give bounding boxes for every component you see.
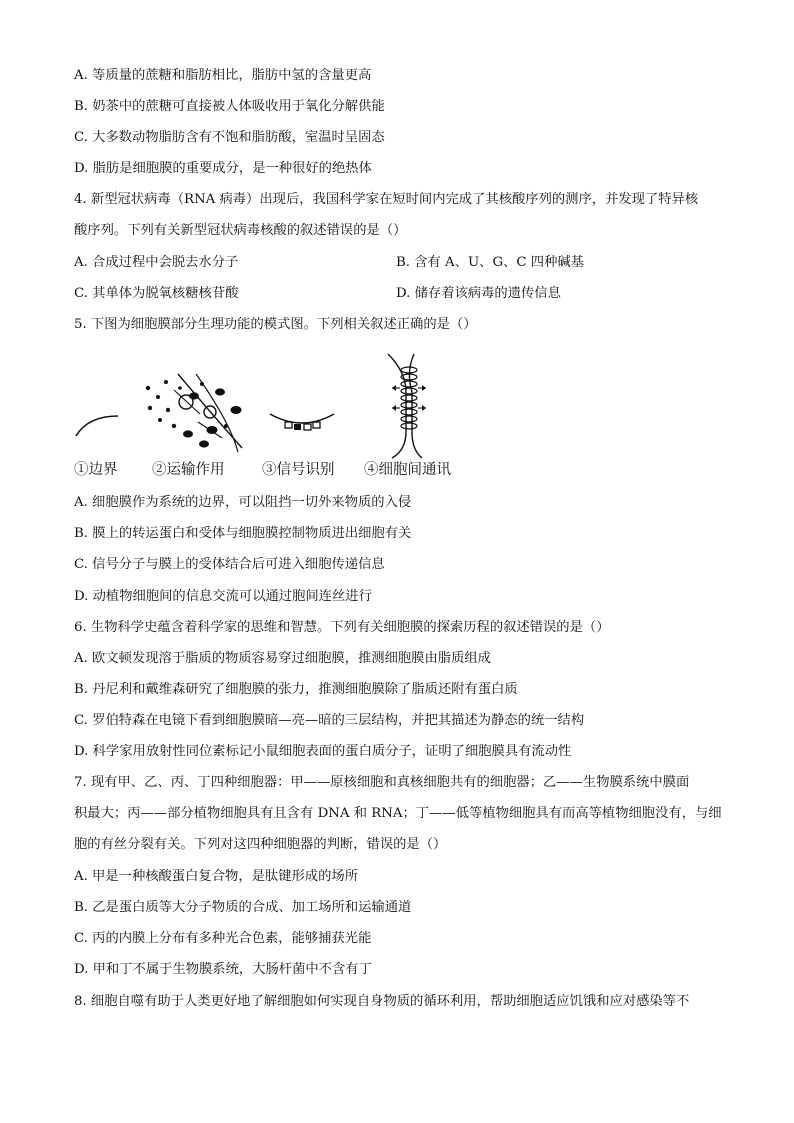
q6-option-c: C. 罗伯特森在电镜下看到细胞膜暗—亮—暗的三层结构，并把其描述为静态的统一结构 [74,713,585,728]
figure-label-signal: ③信号识别 [262,462,335,478]
cell-communication-diagram [388,354,426,458]
q5-option-c: C. 信号分子与膜上的受体结合后可进入细胞传递信息 [74,557,385,572]
q4-stem-line2: 酸序列。下列有关新型冠状病毒核酸的叙述错误的是（） [74,223,407,238]
figure-label-boundary: ①边界 [74,462,118,478]
q5-stem: 5. 下图为细胞膜部分生理功能的模式图。下列相关叙述正确的是（） [74,317,477,332]
q5-option-a: A. 细胞膜作为系统的边界，可以阻挡一切外来物质的入侵 [74,495,412,510]
q7-option-b: B. 乙是蛋白质等大分子物质的合成、加工场所和运输通道 [74,900,412,915]
q7-option-d: D. 甲和丁不属于生物膜系统，大肠杆菌中不含有丁 [74,962,372,977]
q4-option-c: C. 其单体为脱氧核糖核苷酸 [74,286,239,301]
q7-option-a: A. 甲是一种核酸蛋白复合物，是肽键形成的场所 [74,869,358,884]
q5-option-d: D. 动植物细胞间的信息交流可以通过胞间连丝进行 [74,589,372,604]
q3-option-b: B. 奶茶中的蔗糖可直接被人体吸收用于氧化分解供能 [74,99,385,114]
figure-label-transport: ②运输作用 [152,462,225,478]
q5-option-b: B. 膜上的转运蛋白和受体与细胞膜控制物质进出细胞有关 [74,526,412,541]
q4-stem-line1: 4. 新型冠状病毒（RNA 病毒）出现后，我国科学家在短时间内完成了其核酸序列的测序，并发现了特异核 [74,192,699,207]
q6-option-b: B. 丹尼利和戴维森研究了细胞膜的张力，推测细胞膜除了脂质还附有蛋白质 [74,682,518,697]
q4-option-b: B. 含有 A、U、G、C 四种碱基 [396,255,584,270]
q3-option-d: D. 脂肪是细胞膜的重要成分，是一种很好的绝热体 [74,161,372,176]
q3-option-c: C. 大多数动物脂肪含有不饱和脂肪酸，室温时呈固态 [74,130,385,145]
q4-option-d: D. 储存着该病毒的遗传信息 [396,286,561,301]
signal-recognition-diagram [270,414,334,430]
q8-stem-line1: 8. 细胞自噬有助于人类更好地了解细胞如何实现自身物质的循环利用，帮助细胞适应饥饿和应对感染等不 [74,994,690,1009]
q6-option-a: A. 欧文顿发现溶于脂质的物质容易穿过细胞膜，推测细胞膜由脂质组成 [74,651,491,666]
q7-stem-line1: 7. 现有甲、乙、丙、丁四种细胞器：甲——原核细胞和真核细胞共有的细胞器；乙——生物膜系统中膜面 [74,775,690,790]
q7-stem-line2: 积最大；丙——部分植物细胞具有且含有 DNA 和 RNA；丁——低等植物细胞具有而高等植物细胞没有，与细 [74,806,722,821]
q6-option-d: D. 科学家用放射性同位素标记小鼠细胞表面的蛋白质分子，证明了细胞膜具有流动性 [74,744,572,759]
q7-stem-line3: 胞的有丝分裂有关。下列对这四种细胞器的判断，错误的是（） [74,837,447,852]
q6-stem: 6. 生物科学史蕴含着科学家的思维和智慧。下列有关细胞膜的探索历程的叙述错误的是（） [74,620,610,635]
q7-option-c: C. 丙的内膜上分布有多种光合色素，能够捕获光能 [74,931,372,946]
boundary-arc [76,416,118,436]
q4-option-a: A. 合成过程中会脱去水分子 [74,255,239,270]
figure-label-communication: ④细胞间通讯 [364,462,451,478]
q3-option-a: A. 等质量的蔗糖和脂肪相比，脂肪中氢的含量更高 [74,68,372,83]
transport-diagram [146,374,242,452]
